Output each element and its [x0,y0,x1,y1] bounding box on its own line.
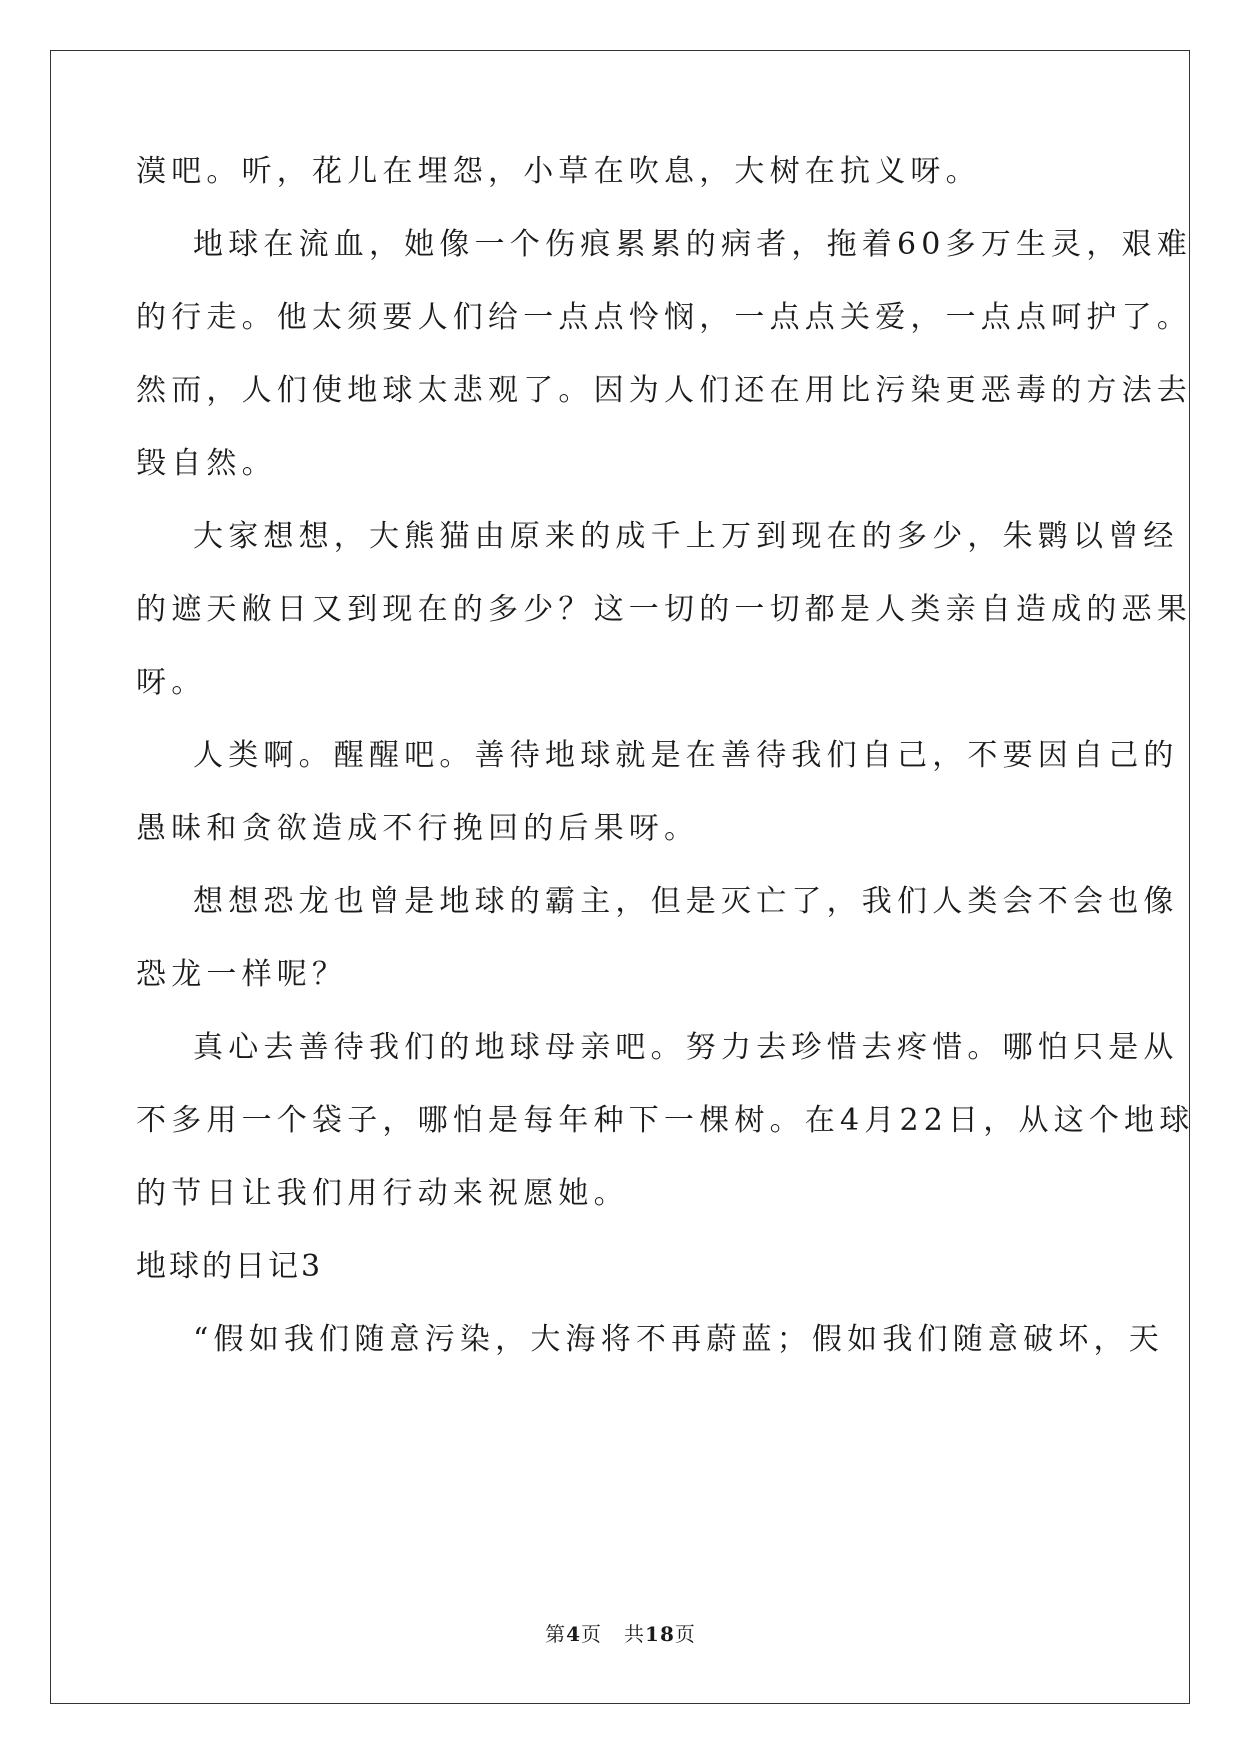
paragraph-start-line: 地球在流血，她像一个伤痕累累的病者，拖着60多万生灵，艰难 [193,227,1192,262]
text-line-1: 漠吧。听，花儿在埋怨，小草在吹息，大树在抗义呀。 [136,154,981,189]
text-line-14: 不多用一个袋子，哪怕是每年种下一棵树。在4月22日，从这个地球 [136,1103,1195,1138]
text-line-7: 的遮天敝日又到现在的多少？这一切的一切都是人类亲自造成的恶果 [136,592,1192,627]
text-line-3: 的行走。他太须要人们给一点点怜悯，一点点关爱，一点点呵护了。 [136,300,1192,335]
paragraph-start-line: 真心去善待我们的地球母亲吧。努力去珍惜去疼惜。哪怕只是从 [193,1030,1179,1065]
text-line-4: 然而，人们使地球太悲观了。因为人们还在用比污染更恶毒的方法去 [136,373,1192,408]
footer-page-prefix: 第 [545,1622,567,1646]
footer-total-suffix: 页 [674,1622,696,1646]
footer-page-suffix: 页 [581,1622,603,1646]
text-line-8: 呀。 [136,665,207,700]
footer-current-page: 4 [566,1622,582,1646]
text-line-5: 毁自然。 [136,446,277,481]
text-line-12: 恐龙一样呢？ [136,957,348,992]
text-line-10: 愚昧和贪欲造成不行挽回的后果呀。 [136,811,700,846]
footer-total-prefix: 共 [624,1622,646,1646]
section-heading: 地球的日记3 [136,1249,324,1284]
paragraph-start-line: 大家想想，大熊猫由原来的成千上万到现在的多少，朱鹮以曾经 [193,519,1179,554]
paragraph-start-line: 想想恐龙也曾是地球的霸主，但是灭亡了，我们人类会不会也像 [193,884,1179,919]
footer-total-pages: 18 [645,1622,675,1646]
text-line-15: 的节日让我们用行动来祝愿她。 [136,1176,629,1211]
paragraph-start-line: 人类啊。醒醒吧。善待地球就是在善待我们自己，不要因自己的 [193,738,1179,773]
page-footer [0,1622,1241,1646]
paragraph-start-line: “假如我们随意污染，大海将不再蔚蓝；假如我们随意破坏，天 [193,1322,1164,1357]
